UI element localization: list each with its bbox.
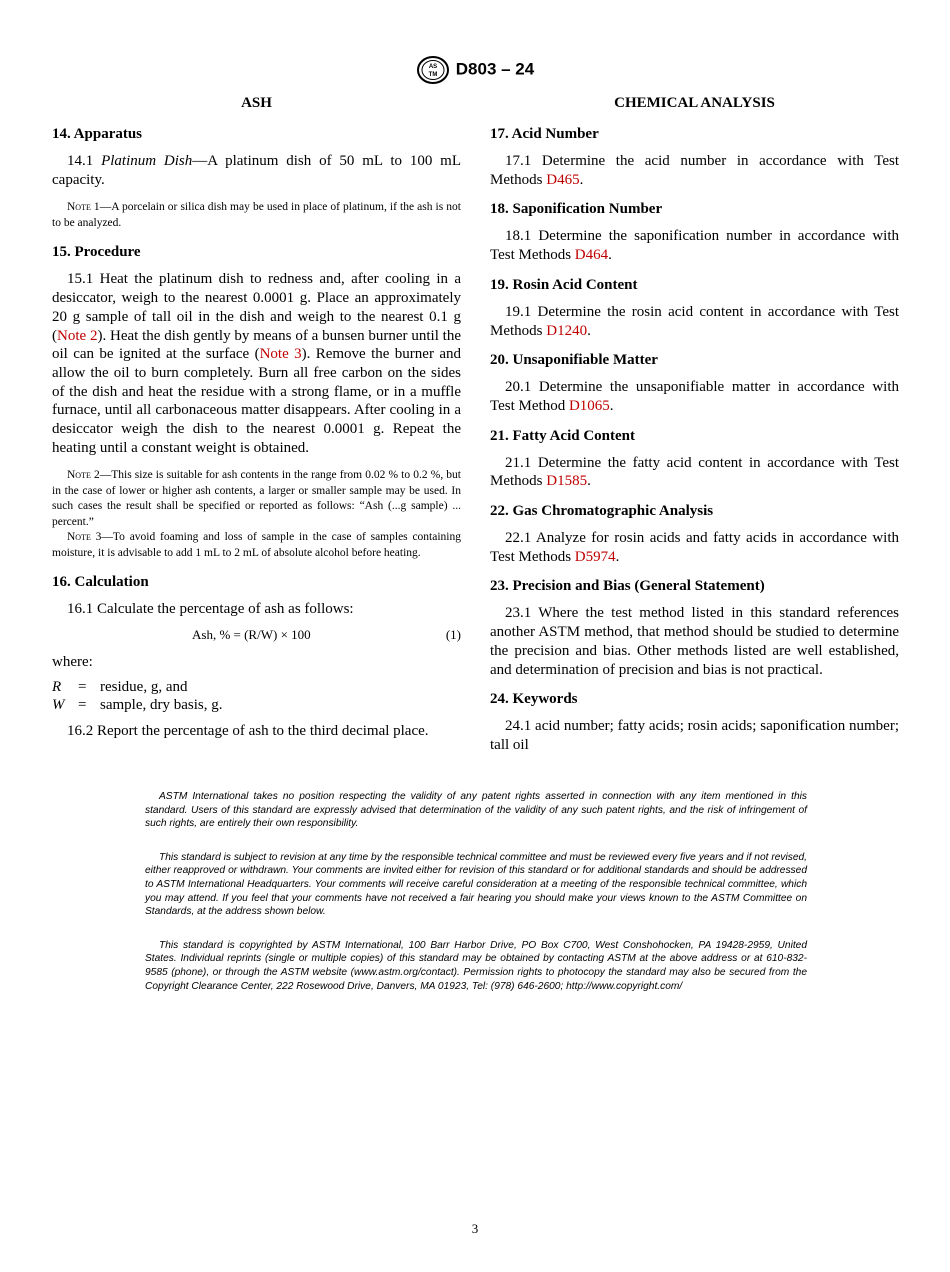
- section-14-title: 14. Apparatus: [52, 126, 143, 142]
- paragraph-17-1: 17.1 Determine the acid number in accordance with Test Methods D465.: [490, 153, 899, 188]
- designation: D803 – 24: [455, 59, 535, 79]
- definition-row: R = residue, g, and: [52, 679, 188, 696]
- section-21-title: 21. Fatty Acid Content: [490, 427, 635, 444]
- paragraph-21-1: 21.1 Determine the fatty acid content in accordance with Test Methods D1585.: [490, 454, 899, 490]
- paragraph-14-1: 14.1 Platinum Dish—A platinum dish of 50 mL to 100 mL capacity.: [52, 153, 462, 188]
- section-23-title: 23. Precision and Bias (General Statement): [490, 578, 765, 595]
- section-heading-chemical-analysis: CHEMICAL ANALYSIS: [614, 95, 775, 111]
- right-column: [490, 93, 899, 766]
- d464-link[interactable]: D464: [574, 247, 609, 264]
- paragraph-15-1: 15.1 Heat the platinum dish to redness and, after cooling in a desiccator, weigh to the nearest 0.0001 g. Place an approximately 20 g sample of tall oil in the dish and weigh to the nearest 0.1 g (Note 2). Heat the dish gently by means of a bunsen burner until the oil can be ignited at the surface (Note 3). Remove the burner and allow the oil to burn completely. Burn all free carbon on the sides of the dish and heat the residue with a strong flame, or in a muffle furnace, until all carbonaceous matter disappears. After cooling in a desiccator weigh the dish to the nearest 0.0001 g. Repeat the heating until a constant weight is obtained.: [52, 271, 461, 456]
- footer-copyright-notice: This standard is copyrighted by ASTM International, 100 Barr Harbor Drive, PO Box C700, West Conshohocken, PA 19428-2959, United States. Individual reprints (single or multiple copies) of this standard may be obtained by contacting ASTM at the above address or at 610-832-9585 (phone), or through the ASTM website (www.astm.org/contact). Permission rights to photocopy the standard may also be secured from the Copyright Clearance Center, 222 Rosewood Drive, Danvers, MA 01923, Tel: (978) 646-2600; http://www.copyright.com/: [145, 939, 807, 992]
- legal-footer: [145, 790, 807, 1013]
- paragraph-20-1: 20.1 Determine the unsaponifiable matter in accordance with Test Method D1065.: [490, 379, 899, 414]
- svg-text:AS: AS: [428, 64, 437, 70]
- section-15-title: 15. Procedure: [52, 244, 141, 261]
- d465-link[interactable]: D465: [546, 171, 580, 188]
- section-22-title: 22. Gas Chromatographic Analysis: [490, 503, 714, 520]
- equation-number: (1): [445, 627, 461, 643]
- note-2-link[interactable]: Note 2: [57, 327, 98, 344]
- paragraph-24-1: 24.1 acid number; fatty acids; rosin acids; saponification number; tall oil: [490, 718, 899, 753]
- section-19-title: 19. Rosin Acid Content: [490, 276, 638, 293]
- section-17-title: 17. Acid Number: [490, 126, 599, 142]
- equation-body: Ash, % = (R/W) × 100: [192, 627, 311, 643]
- paragraph-18-1: 18.1 Determine the saponification number in accordance with Test Methods D464.: [490, 228, 899, 264]
- note-1: Note 1—A porcelain or silica dish may be used in place of platinum, if the ash is not to be analyzed.: [52, 201, 461, 229]
- section-16-title: 16. Calculation: [52, 574, 149, 591]
- paragraph-23-1: 23.1 Where the test method listed in this standard references another ASTM method, that method should be studied to determine the precision and bias. Other methods listed are well established, and determination of precision and bias is not practical.: [490, 605, 899, 678]
- svg-text:TM: TM: [428, 72, 438, 78]
- left-column: [52, 93, 461, 752]
- note-3: Note 3—To avoid foaming and loss of sample in the case of samples containing moisture, it is advisable to add 1 mL to 2 mL of absolute alcohol before heating.: [52, 531, 461, 559]
- d1065-link[interactable]: D1065: [568, 397, 610, 414]
- paragraph-19-1: 19.1 Determine the rosin acid content in accordance with Test Methods D1240.: [490, 303, 899, 339]
- paragraph-16-2: 16.2 Report the percentage of ash to the third decimal place.: [67, 723, 429, 740]
- paragraph-22-1: 22.1 Analyze for rosin acids and fatty acids in accordance with Test Methods D5974.: [490, 530, 899, 565]
- page-header: [0, 55, 950, 85]
- page-number: 3: [471, 1221, 479, 1236]
- footer-revision-notice: This standard is subject to revision at any time by the responsible technical committee and must be reviewed every five years and if not revised, either reapproved or withdrawn. Your comments are invited either for revision of this standard or for additional standards and should be addressed to ASTM International Headquarters. Your comments will receive careful consideration at a meeting of the responsible technical committee, which you may attend. If you feel that your comments have not received a fair hearing you should make your views known to the ASTM Committee on Standards, at the address shown below.: [145, 851, 807, 918]
- notes-block: [52, 468, 461, 561]
- definition-row: W = sample, dry basis, g.: [52, 697, 223, 714]
- astm-logo-icon: [416, 55, 450, 85]
- where-label: where:: [52, 654, 93, 671]
- section-heading-ash: ASH: [241, 95, 272, 111]
- d5974-link[interactable]: D5974: [574, 548, 616, 565]
- note-2: Note 2—This size is suitable for ash contents in the range from 0.02 % to 0.2 %, but in the case of lower or higher ash contents, a larger or smaller sample may be used. In such cases the result shall be specified or reported as follows: “Ash (...g sample) ... percent.”: [52, 469, 462, 528]
- note-3-link[interactable]: Note 3: [259, 346, 302, 363]
- d1585-link[interactable]: D1585: [546, 473, 588, 490]
- section-18-title: 18. Saponification Number: [490, 201, 663, 218]
- equation-1: [52, 623, 461, 647]
- d1240-link[interactable]: D1240: [546, 322, 588, 339]
- section-24-title: 24. Keywords: [490, 691, 578, 708]
- paragraph-16-1: 16.1 Calculate the percentage of ash as follows:: [67, 601, 354, 618]
- footer-patent-notice: ASTM International takes no position respecting the validity of any patent rights asserted in connection with any item mentioned in this standard. Users of this standard are expressly advised that determination of the validity of any such patent rights, and the risk of infringement of such rights, are entirely their own responsibility.: [145, 791, 807, 830]
- definitions: [52, 678, 461, 714]
- section-20-title: 20. Unsaponifiable Matter: [490, 352, 658, 369]
